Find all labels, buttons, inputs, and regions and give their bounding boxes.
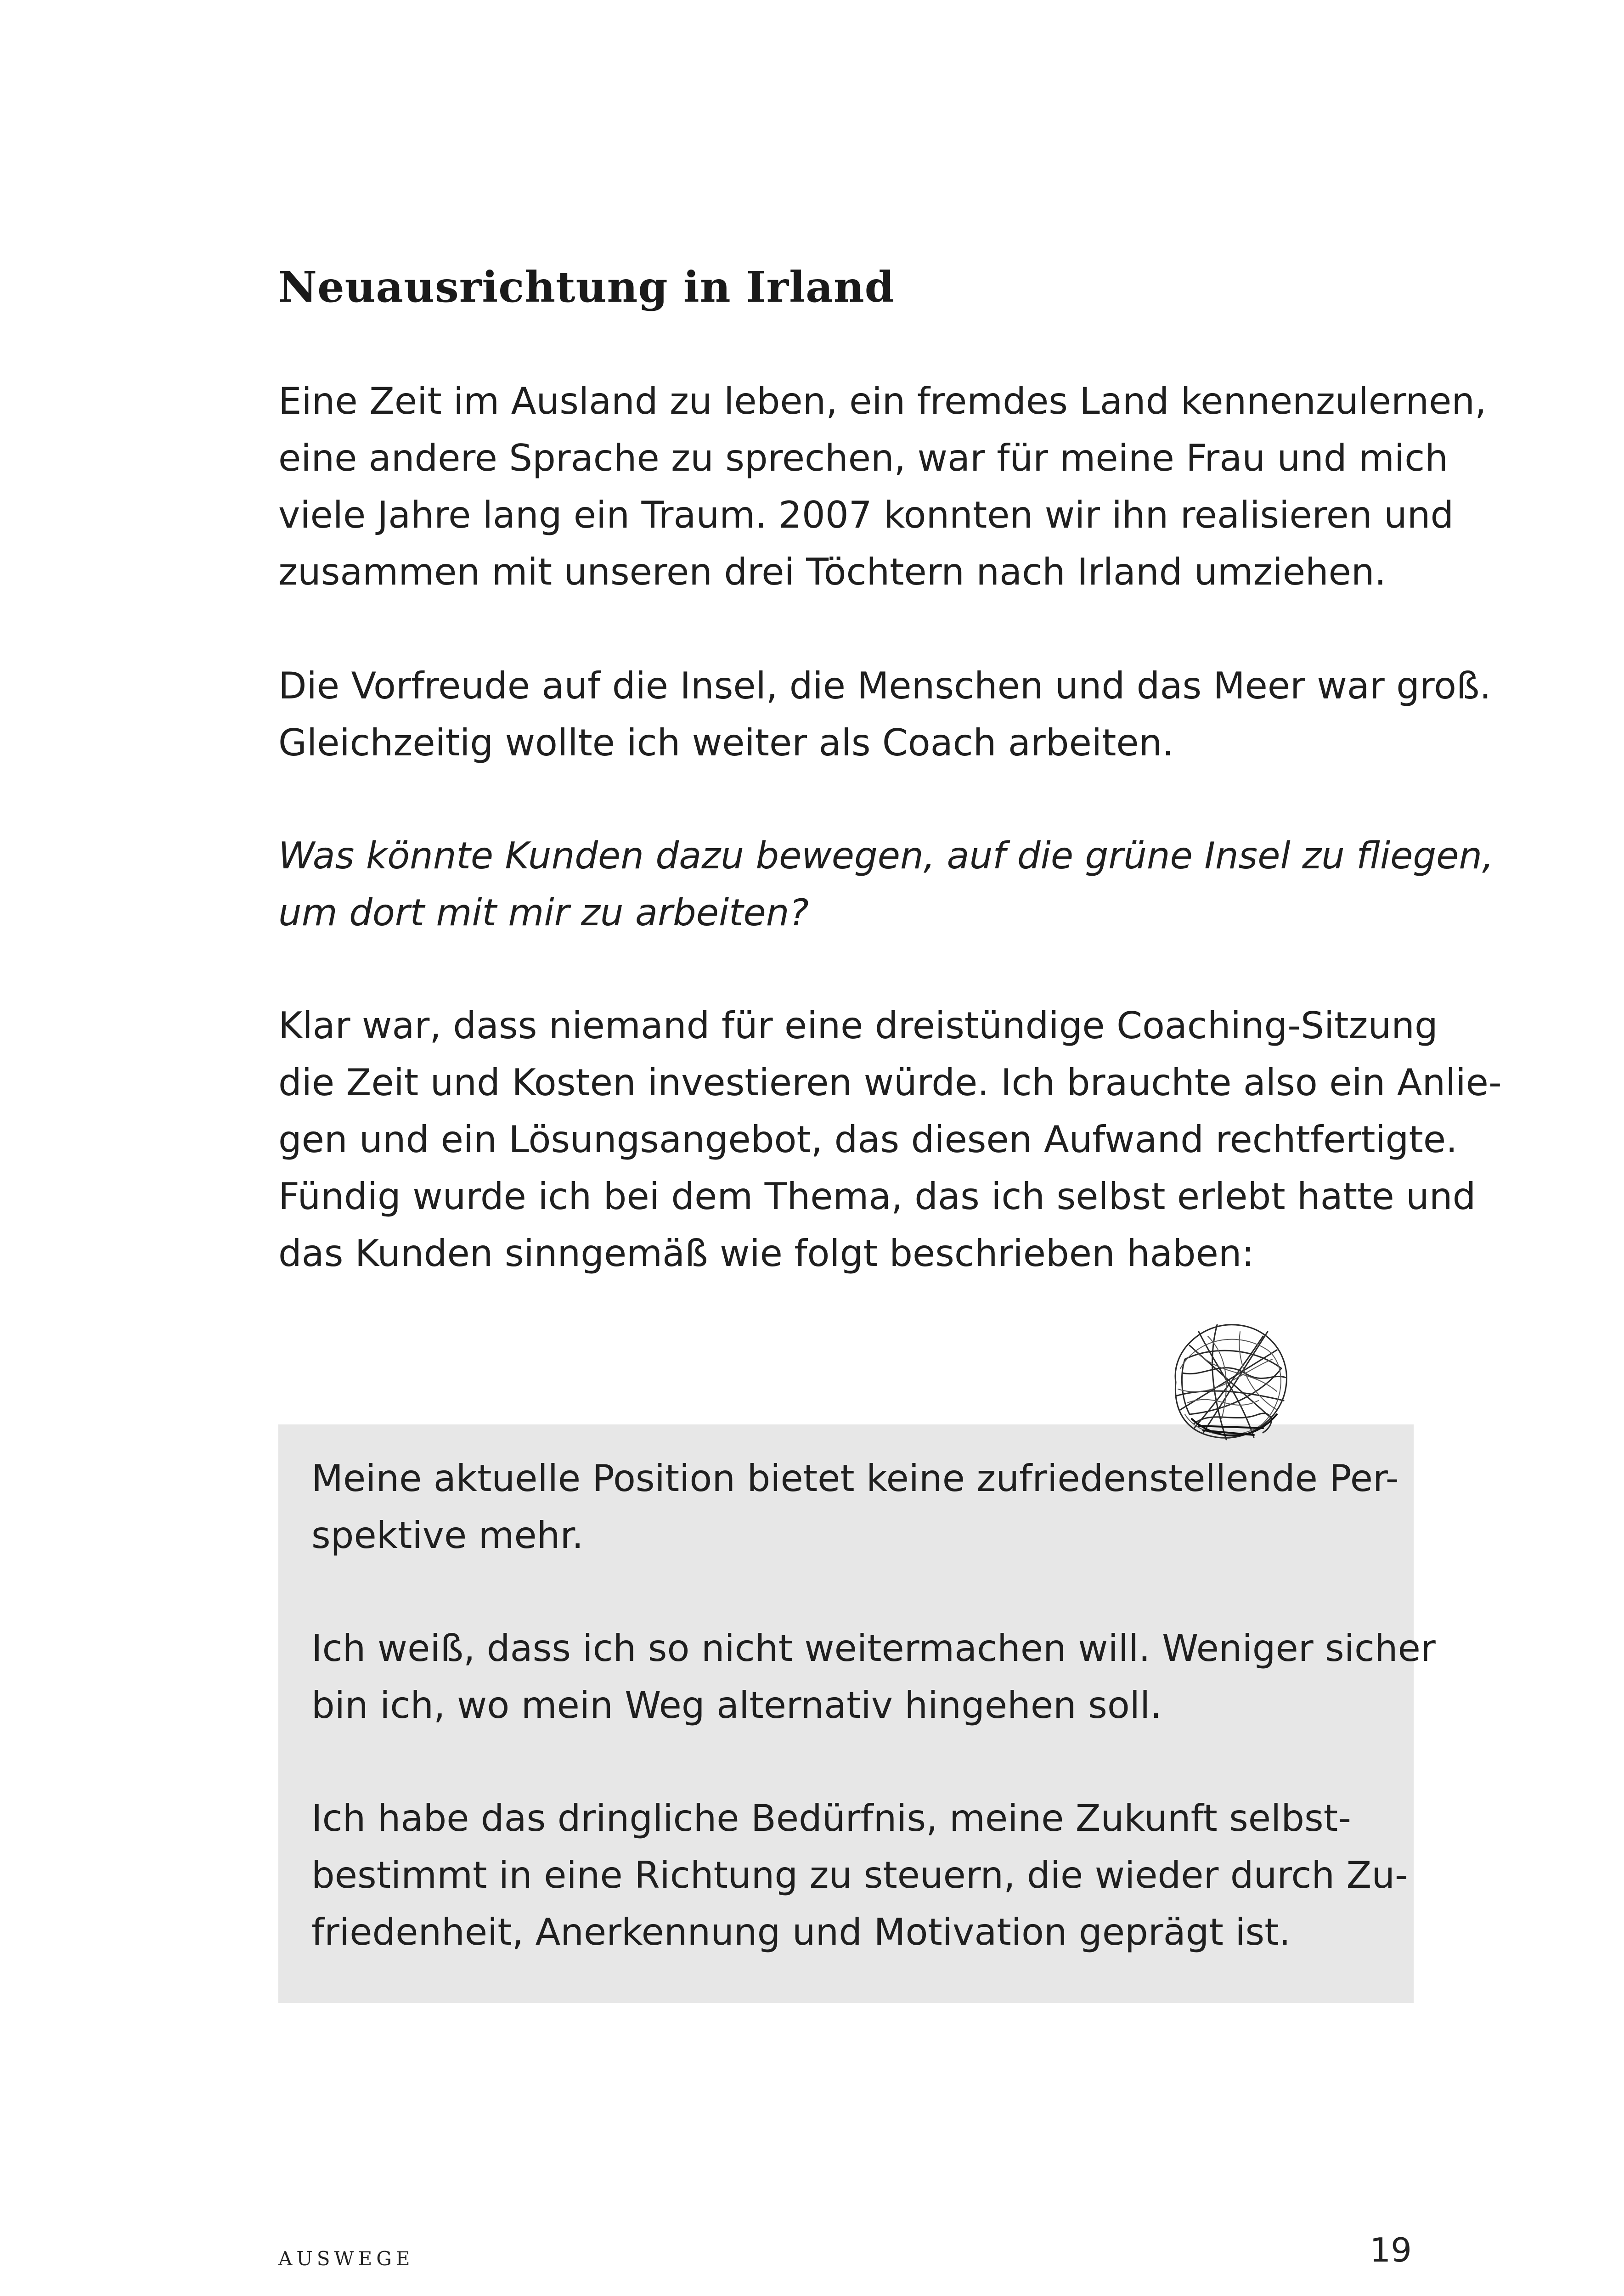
page-number: 19: [1370, 2231, 1412, 2269]
text-line: Was könnte Kunden dazu bewegen, auf die grüne Insel zu fliegen,: [278, 834, 1494, 877]
quote-box: [278, 1424, 1436, 2003]
text-line: das Kunden sinngemäß wie folgt beschrieben haben:: [278, 1232, 1254, 1275]
text-line: Gleichzeitig wollte ich weiter als Coach arbeiten.: [278, 721, 1174, 764]
text-line: Meine aktuelle Position bietet keine zufriedenstellende Per-: [311, 1457, 1399, 1500]
text-line: eine andere Sprache zu sprechen, war für meine Frau und mich: [278, 437, 1448, 479]
text-line: Ich weiß, dass ich so nicht weitermachen will. Weniger sicher: [311, 1627, 1436, 1670]
body-paragraph-4: [278, 997, 1502, 1282]
text-line: um dort mit mir zu arbeiten?: [278, 891, 809, 934]
text-line: viele Jahre lang ein Traum. 2007 konnten wir ihn realisieren und: [278, 494, 1454, 536]
text-line: spektive mehr.: [311, 1514, 584, 1557]
body-paragraph-1: [278, 373, 1487, 601]
scribble-ball-icon: [1148, 1304, 1304, 1456]
text-line: Fündig wurde ich bei dem Thema, das ich selbst erlebt hatte und: [278, 1175, 1476, 1218]
body-paragraph-2: [278, 658, 1491, 771]
body-paragraph-3-question: [278, 827, 1494, 941]
text-line: bestimmt in eine Richtung zu steuern, die wieder durch Zu-: [311, 1854, 1408, 1896]
text-line: gen und ein Lösungsangebot, das diesen Aufwand rechtfertigte.: [278, 1118, 1458, 1161]
text-line: Die Vorfreude auf die Insel, die Menschen und das Meer war groß.: [278, 664, 1491, 707]
text-line: bin ich, wo mein Weg alternativ hingehen soll.: [311, 1684, 1162, 1727]
footer-section-label: AUSWEGE: [278, 2247, 414, 2270]
text-line: Ich habe das dringliche Bedürfnis, meine Zukunft selbst-: [311, 1797, 1351, 1840]
page-title: Neuausrichtung in Irland: [278, 262, 895, 312]
text-line: Eine Zeit im Ausland zu leben, ein fremdes Land kennenzulernen,: [278, 380, 1487, 422]
text-line: Klar war, dass niemand für eine dreistündige Coaching-Sitzung: [278, 1004, 1438, 1047]
quote-paragraph-3: [311, 1790, 1408, 1961]
quote-paragraph-2: [311, 1620, 1436, 1734]
text-line: die Zeit und Kosten investieren würde. Ich brauchte also ein Anlie-: [278, 1061, 1502, 1104]
text-line: friedenheit, Anerkennung und Motivation geprägt ist.: [311, 1911, 1291, 1953]
quote-paragraph-1: [311, 1450, 1399, 1564]
text-line: zusammen mit unseren drei Töchtern nach Irland umziehen.: [278, 551, 1386, 593]
